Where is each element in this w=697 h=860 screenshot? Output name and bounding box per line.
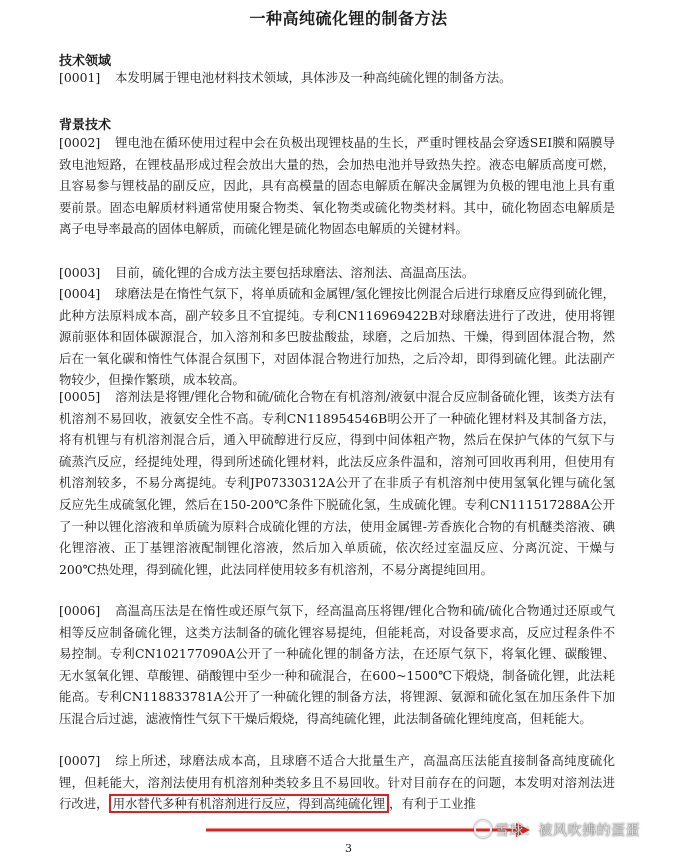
paragraph-0002 — [59, 132, 615, 240]
xueqiu-logo-icon — [474, 820, 492, 838]
paragraph-0004 — [59, 283, 615, 391]
paragraph-text: 溶剂法是将锂/锂化合物和硫/硫化合物在有机溶剂/液氨中混合反应制备硫化锂，该类方法有机溶剂不易回收，液氨安全性不高。专利CN118954546B明公开了一种硫化锂材料及其制备方法，将有机锂与有机溶剂混合后，通入甲硫醇进行反应，得到中间体粗产物，然后在保护气体的气氛下与硫蒸汽反应，经提纯处理，得到所述硫化锂材料，此法反应条件温和，溶剂可回收再利用，但使用有机溶剂较多，不易分离提纯。专利JP07330312A公开了在非质子有机溶剂中使用氢氧化锂与硫化氢反应先生成硫氢化锂，然后在150-200℃条件下脱硫化氢，生成硫化锂。专利CN111517288A公开了一种以锂化溶液和单质硫为原料合成硫化锂的方法，使用金属锂-芳香族化合物的有机醚类溶液、碘化锂溶液、正丁基锂溶液配制锂化溶液，然后加入单质硫，依次经过室温反应、分离沉淀、干燥与200℃热处理，得到硫化锂，此法同样使用较多有机溶剂，不易分离提纯回用。 — [59, 389, 615, 577]
paragraph-0001 — [59, 67, 615, 89]
paragraph-number: [0007] — [59, 753, 101, 768]
section-heading-background: 背景技术 — [59, 118, 112, 133]
paragraph-text-continued: ，有利于工业推 — [389, 796, 476, 812]
paragraph-text: 高温高压法是在惰性或还原气氛下，经高温高压将锂/锂化合物和硫/硫化合物通过还原或气相等反应制备硫化锂，这类方法制备的硫化锂容易提纯，但能耗高，对设备要求高，反应过程条件不易控制。专利CN102177090A公开了一种硫化锂的制备方法，在还原气氛下，将氧化锂、碳酸锂、无水氢氧化锂、草酸锂、硝酸锂中至少一种和硫混合，在600~1500℃下煅烧，制备硫化锂，此法耗能高。专利CN118833781A公开了一种硫化锂的制备方法，将锂源、氨源和硫化氢在加压条件下加压混合后过滤，滤液惰性气氛下干燥后煅烧，得高纯硫化锂，此法制备硫化锂纯度高，但耗能大。 — [59, 603, 615, 726]
paragraph-0005 — [59, 386, 615, 580]
paragraph-0006 — [59, 600, 615, 730]
paragraph-text: 球磨法是在惰性气氛下，将单质硫和金属锂/氢化锂按比例混合后进行球磨反应得到硫化锂，此种方法原料成本高，副产较多且不宜提纯。专利CN116969422B对球磨法进行了改进，使用将锂源前驱体和固体碳源混合，加入溶剂和多巴胺盐酸盐，球磨，之后加热、干燥，得到固体混合物，然后在一氧化碳和惰性气体混合氛围下，对固体混合物进行加热，之后冷却，即得到硫化锂。此法副产物较少，但操作繁琐，成本较高。 — [59, 286, 615, 388]
watermark — [474, 820, 640, 840]
page-number: 3 — [345, 842, 352, 855]
highlighted-text: 用水替代多种有机溶剂进行反应，得到高纯硫化锂 — [109, 794, 390, 813]
paragraph-text: 综上所述，球磨法成本高，且球磨不适合大批量生产，高温高压法能直接制备高纯度硫化锂，但耗能大，溶剂法使用有机溶剂种类较多且不易回收。针对目前存在的问题，本发明对溶剂法进行改进， — [59, 753, 615, 812]
paragraph-text: 本发明属于锂电池材料技术领域，具体涉及一种高纯硫化锂的制备方法。 — [115, 70, 512, 85]
paragraph-number: [0003] — [59, 265, 101, 280]
paragraph-text: 目前，硫化锂的合成方法主要包括球磨法、溶剂法、高温高压法。 — [115, 265, 475, 280]
section-heading-technical-field: 技术领域 — [59, 54, 112, 69]
paragraph-text: 锂电池在循环使用过程中会在负极出现锂枝晶的生长，严重时锂枝晶会穿透SEI膜和隔膜导致电池短路，在锂枝晶形成过程会放出大量的热，会加热电池并导致热失控。液态电解质高度可燃，且容易参与锂枝晶的副反应，因此，具有高模量的固态电解质在解决金属锂为负极的锂电池上具有重要前景。固态电解质材料通常使用聚合物类、氧化物类或硫化物类材料。其中，硫化物固态电解质是离子电导率最高的固体电解质，而硫化锂是硫化物固态电解质的关键材料。 — [59, 135, 615, 237]
paragraph-0007 — [59, 750, 615, 815]
paragraph-number: [0001] — [59, 70, 101, 85]
paragraph-number: [0006] — [59, 603, 101, 618]
paragraph-number: [0005] — [59, 389, 101, 404]
watermark-text: 雪球：被风吹拂的蛋蛋 — [495, 823, 640, 839]
paragraph-number: [0002] — [59, 135, 101, 150]
paragraph-0003 — [59, 262, 615, 284]
document-title: 一种高纯硫化锂的制备方法 — [249, 9, 448, 28]
paragraph-number: [0004] — [59, 286, 101, 301]
